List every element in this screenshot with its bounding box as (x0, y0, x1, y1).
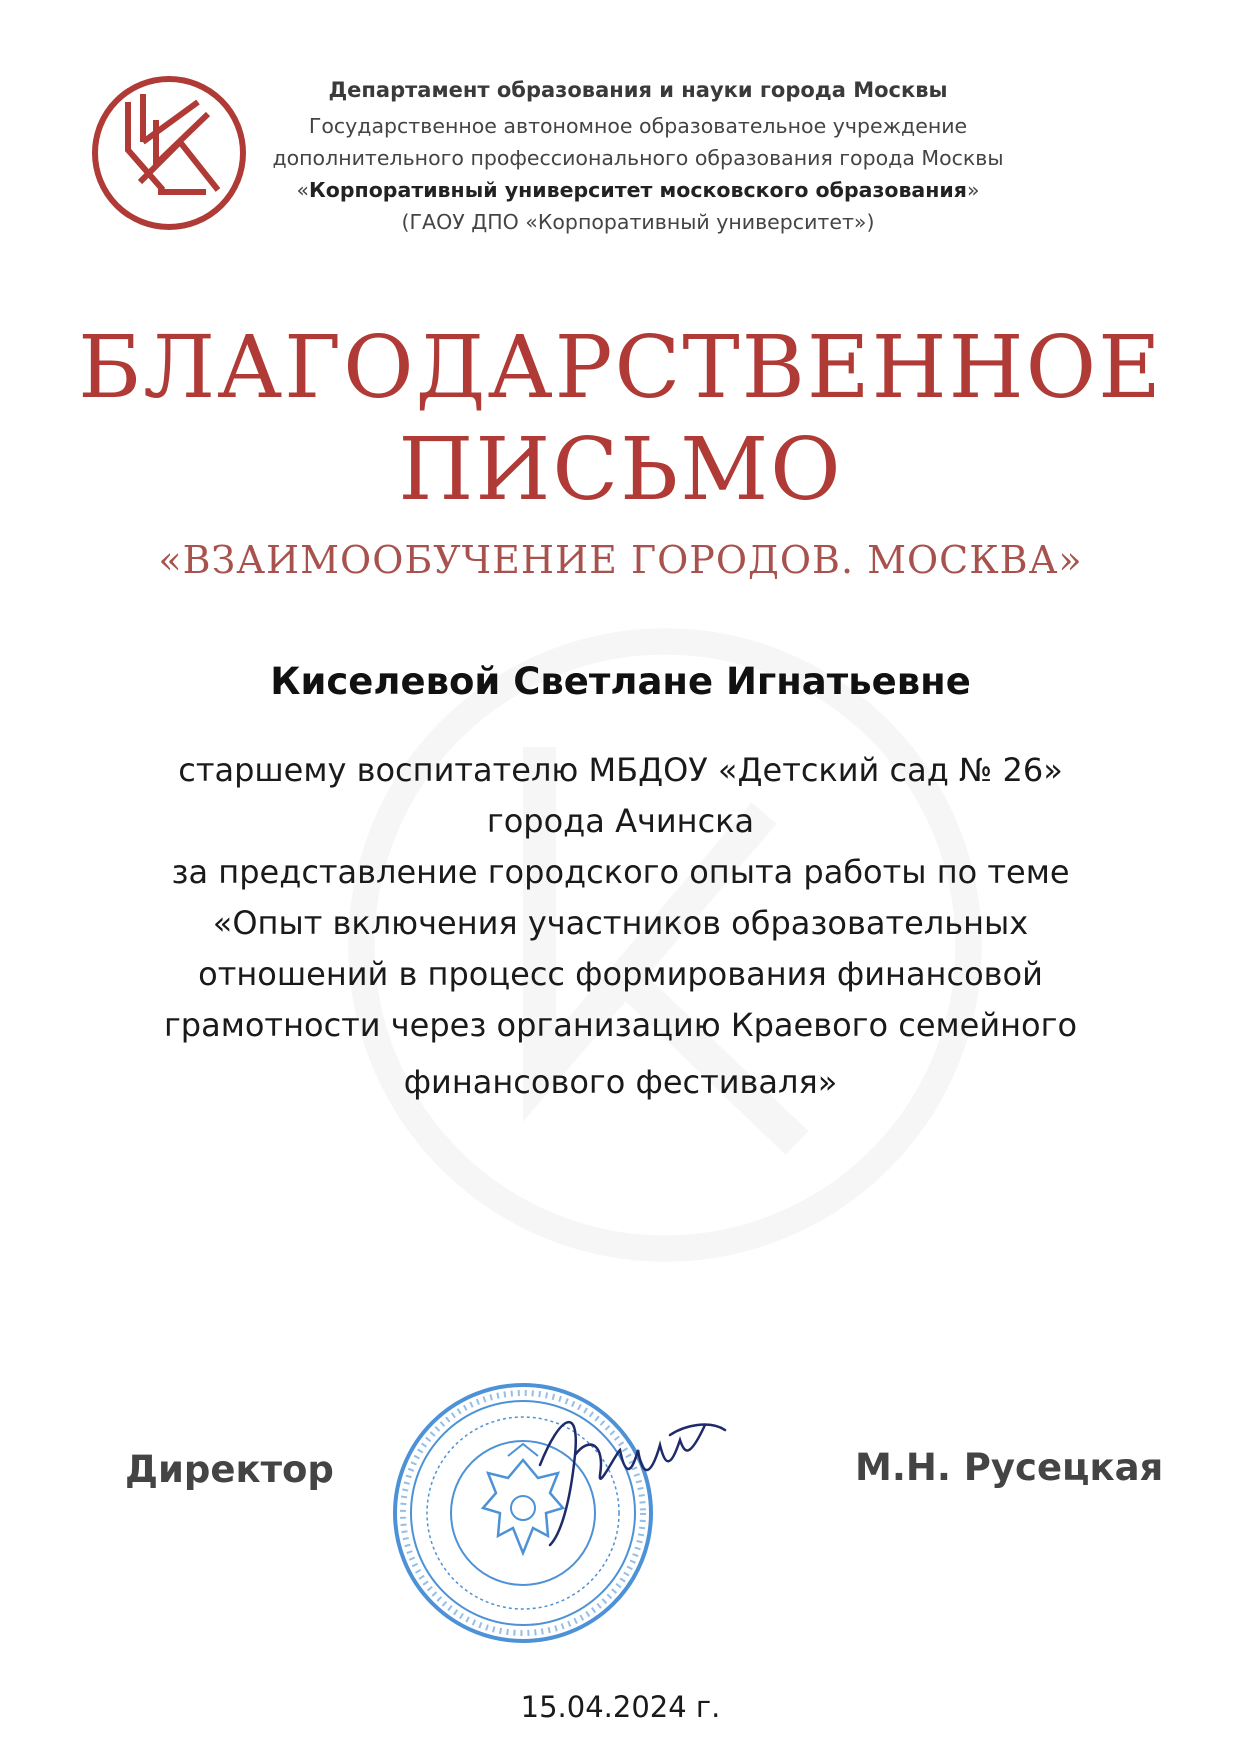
institution-line-1: Государственное автономное образовательное учреждение (308, 114, 968, 138)
citation-line: «Опыт включения участников образовательных (212, 904, 1029, 942)
signatory-role: Директор (125, 1448, 334, 1491)
citation-line: финансового фестиваля» (403, 1063, 838, 1101)
recipient-name: Киселевой Светлане Игнатьевне (270, 660, 971, 703)
citation-line: грамотности через организацию Краевого семейного (163, 1006, 1078, 1044)
title-line-1: БЛАГОДАРСТВЕННОЕ (78, 318, 1163, 418)
citation-line: города Ачинска (486, 802, 755, 840)
institution-name: Корпоративный университет московского образования (309, 178, 967, 202)
event-subtitle: «ВЗАИМООБУЧЕНИЕ ГОРОДОВ. МОСКВА» (158, 538, 1083, 582)
quote-close: » (966, 178, 980, 202)
citation-line: отношений в процесс формирования финансовой (198, 955, 1043, 993)
citation-line: за представление городского опыта работы по теме (171, 853, 1070, 891)
title-line-2: ПИСЬМО (398, 420, 843, 520)
citation-text (100, 745, 1141, 1108)
institution-short-name: (ГАОУ ДПО «Корпоративный университет») (401, 210, 875, 234)
department-name: Департамент образования и науки города Москвы (328, 78, 948, 102)
k-logo-icon (88, 72, 250, 234)
signatory-name: М.Н. Русецкая (855, 1446, 1164, 1489)
handwritten-signature (520, 1395, 730, 1555)
organization-header (258, 78, 1018, 238)
citation-line: старшему воспитателю МБДОУ «Детский сад № 26» (178, 751, 1063, 789)
quote-open: « (296, 178, 310, 202)
institution-name-line (258, 174, 1018, 206)
issue-date: 15.04.2024 г. (520, 1690, 721, 1724)
institution-line-2: дополнительного профессионального образования города Москвы (272, 146, 1004, 170)
